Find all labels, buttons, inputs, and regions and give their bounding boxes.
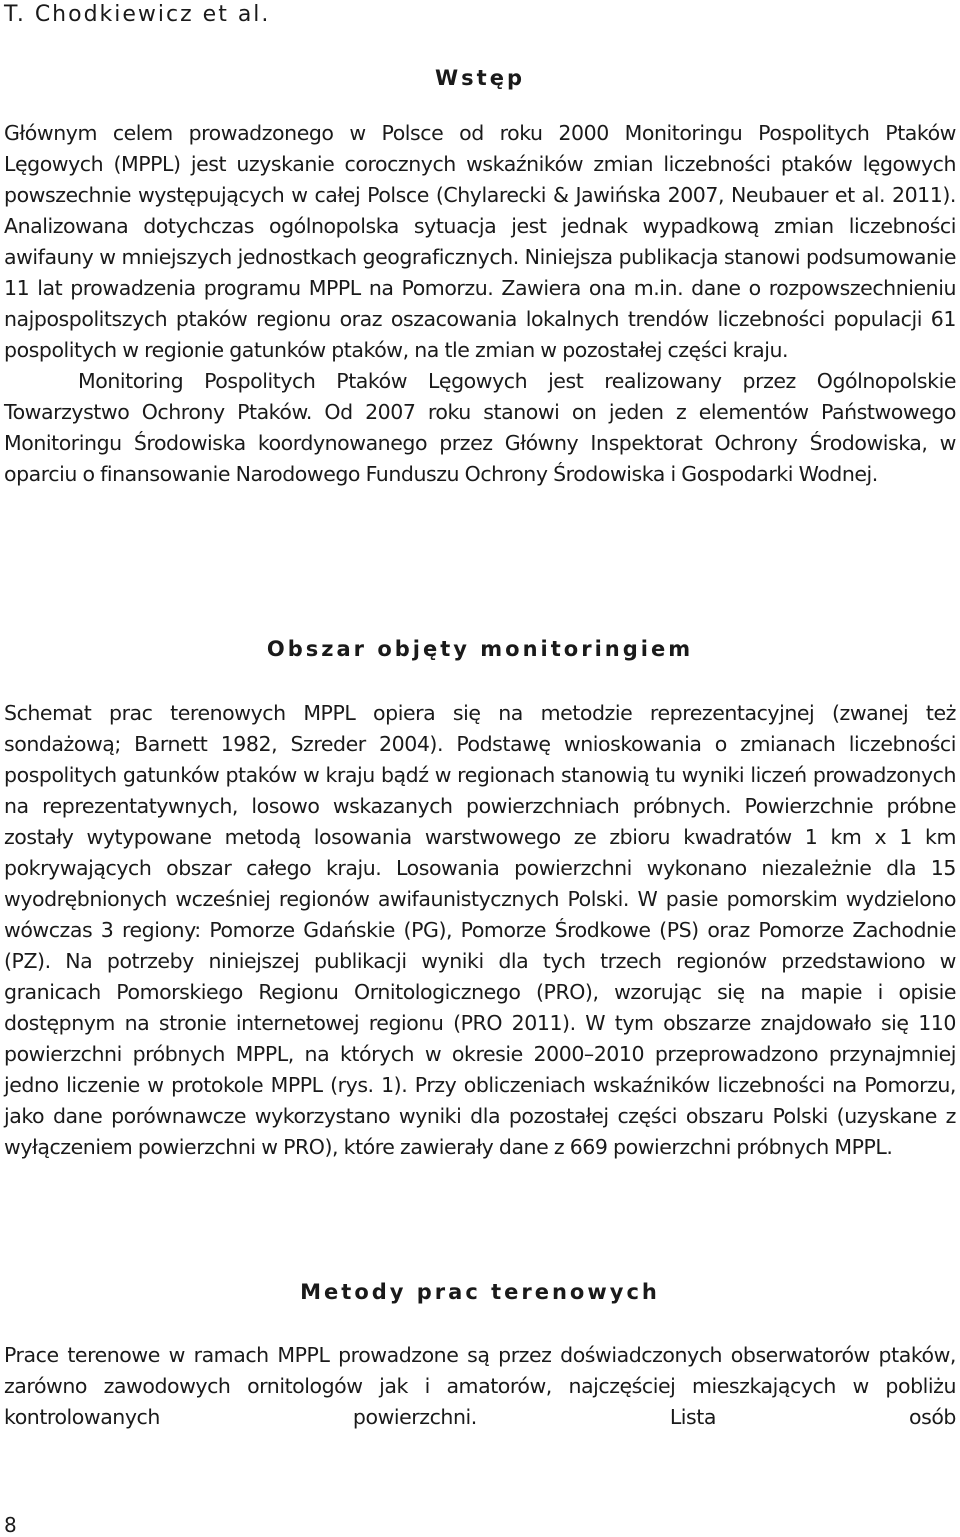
paragraph: Głównym celem prowadzonego w Polsce od roku 2000 Monitoringu Pospolitych Ptaków Lęgowych (MPPL) jest uzyskanie corocznych wskaźników zmian liczebności ptaków lęgowych powszechnie występujących w całej Polsce (Chylarecki & Jawińska 2007, Neubauer et al. 2011). Analizowana dotychczas ogólnopolska sytuacja jest jednak wypadkową zmian liczebności awifauny w mniejszych jednostkach geograficznych. Niniejsza publikacja stanowi podsumowanie 11 lat prowadzenia programu MPPL na Pomorzu. Zawiera ona m.in. dane o rozpowszechnieniu najpospolitszych ptaków regionu oraz oszacowania lokalnych trendów liczebności populacji 61 pospolitych w regionie gatunków ptaków, na tle zmian w pozostałej części kraju. [4, 121, 956, 362]
section-body-methods [4, 1340, 956, 1433]
paragraph: Schemat prac terenowych MPPL opiera się na metodzie reprezentacyjnej (zwanej też sondażową; Barnett 1982, Szreder 2004). Podstawę wnioskowania o zmianach liczebności pospolitych gatunków ptaków w kraju bądź w regionach stanowią tu wyniki liczeń prowadzonych na reprezentatywnych, losowo wskazanych powierzchniach próbnych. Powierzchnie próbne zostały wytypowane metodą losowania warstwowego ze zbioru kwadratów 1 km x 1 km pokrywających obszar całego kraju. Losowania powierzchni wykonano niezależnie dla 15 wyodrębnionych wcześniej regionów awifaunistycznych Polski. W pasie pomorskim wydzielono wówczas 3 regiony: Pomorze Gdańskie (PG), Pomorze Środkowe (PS) oraz Pomorze Zachodnie (PZ). Na potrzeby niniejszej publikacji wyniki dla tych trzech regionów przedstawiono w granicach Pomorskiego Regionu Ornitologicznego (PRO), wzorując się na mapie i opisie dostępnym na stronie internetowej regionu (PRO 2011). W tym obszarze znajdowało się 110 powierzchni próbnych MPPL, na których w okresie 2000–2010 przeprowadzono przynajmniej jedno liczenie w protokole MPPL (rys. 1). Przy obliczeniach wskaźników liczebności na Pomorzu, jako dane porównawcze wykorzystano wyniki dla pozostałej części obszaru Polski (uzyskane z wyłączeniem powierzchni w PRO), które zawierały dane z 669 powierzchni próbnych MPPL. [4, 701, 956, 1159]
section-heading-methods: Metody prac terenowych [300, 1280, 660, 1304]
section-body-intro [4, 118, 956, 490]
section-heading-intro: Wstęp [435, 66, 525, 90]
page-number: 8 [4, 1513, 17, 1537]
paragraph: Prace terenowe w ramach MPPL prowadzone są przez doświadczonych obserwatorów ptaków, zarówno zawodowych ornitologów jak i amatorów, najczęściej mieszkających w pobliżu kontrolowanych powierzchni. Lista osób [4, 1343, 956, 1429]
running-header: T. Chodkiewicz et al. [4, 2, 271, 27]
paragraph: Monitoring Pospolitych Ptaków Lęgowych jest realizowany przez Ogólnopolskie Towarzystwo Ochrony Ptaków. Od 2007 roku stanowi on jeden z elementów Państwowego Monitoringu Środowiska koordynowanego przez Główny Inspektorat Ochrony Środowiska, w oparciu o finansowanie Narodowego Funduszu Ochrony Środowiska i Gospodarki Wodnej. [4, 369, 956, 486]
section-heading-area: Obszar objęty monitoringiem [266, 637, 694, 661]
section-body-area [4, 698, 956, 1163]
